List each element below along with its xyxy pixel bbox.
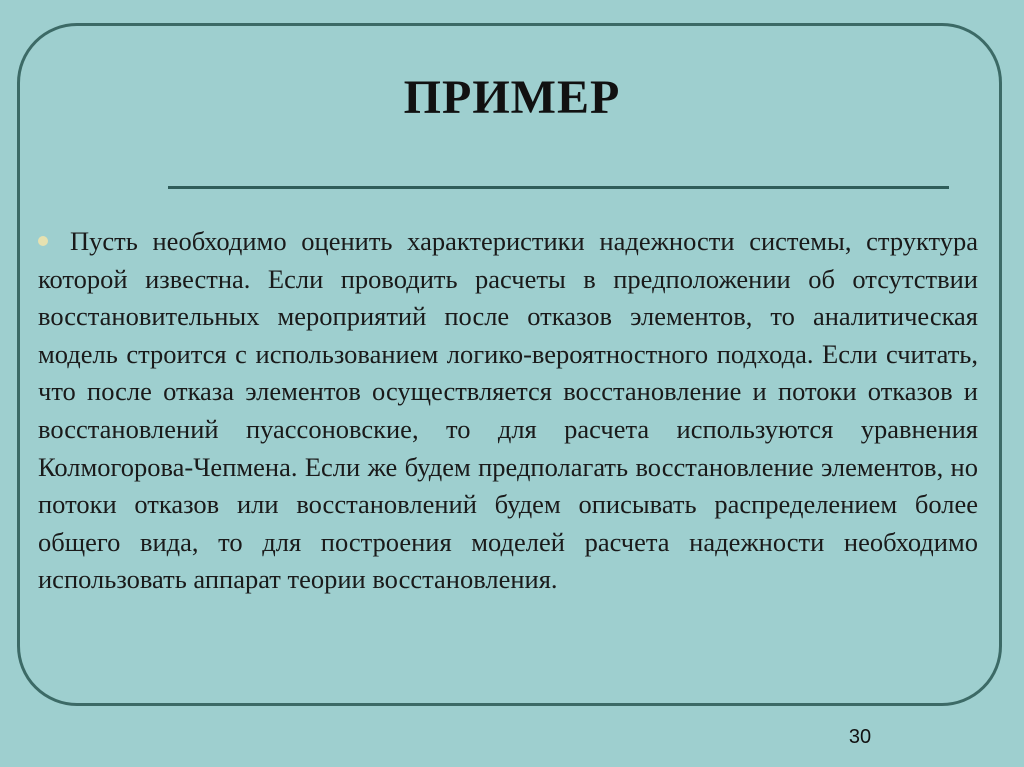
bullet-dot-icon bbox=[38, 236, 48, 246]
page-number: 30 bbox=[848, 726, 872, 748]
title-divider bbox=[168, 186, 949, 189]
slide-title: ПРИМЕР bbox=[403, 71, 621, 124]
paragraph-text: Пусть необходимо оценить характеристики надежности системы, структура которой известна. Если проводить расчеты в предположении об отсутствии восстановительных мероприятий после отказов элементов, то аналитическая модель строится с использованием логико-вероятностного подхода. Если считать, что после отказа элементов осуществляется восстановление и потоки отказов и восстановлений пуассоновские, то для расчета используются уравнения Колмогорова-Чепмена. Если же будем предполагать восстановление элементов, но потоки отказов или восстановлений будем описывать распределением более общего вида, то для построения моделей расчета надежности необходимо использовать аппарат теории восстановления. bbox=[38, 226, 978, 595]
body-paragraph bbox=[38, 223, 978, 599]
